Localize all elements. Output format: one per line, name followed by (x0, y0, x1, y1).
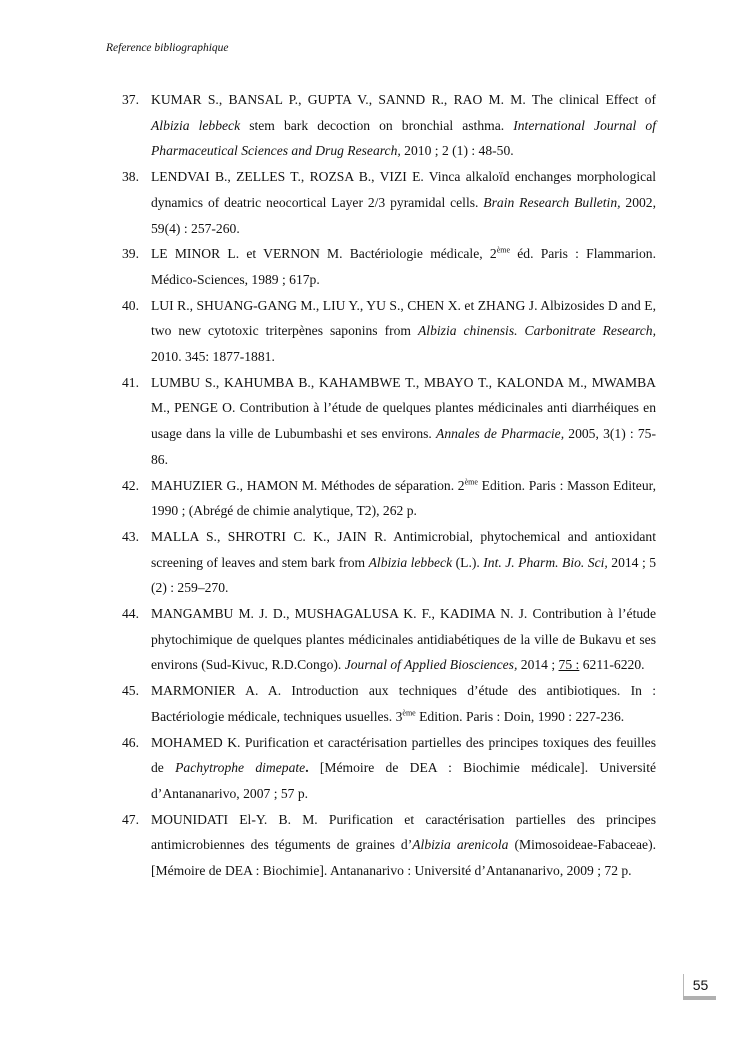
reference-item (122, 164, 656, 241)
reference-text: MARMONIER A. A. Introduction aux techniques d’étude des antibiotiques. In : Bactériologie médicale, techniques usuelles. 3ème Edition. Paris : Doin, 1990 : 227-236. (151, 683, 656, 724)
reference-item (122, 601, 656, 678)
reference-item (122, 370, 656, 473)
reference-text: LUMBU S., KAHUMBA B., KAHAMBWE T., MBAYO T., KALONDA M., MWAMBA M., PENGE O. Contribution à l’étude de quelques plantes médicinales anti diarrhéiques en usage dans la ville de Lubumbashi et ses environs. Annales de Pharmacie, 2005, 3(1) : 75-86. (151, 374, 657, 467)
reference-item (122, 241, 656, 292)
reference-text: MANGAMBU M. J. D., MUSHAGALUSA K. F., KADIMA N. J. Contribution à l’étude phytochimique de quelques plantes médicinales antidiabétiques de la ville de Bukavu et ses environs (Sud-Kivuc, R.D.Congo). Journal of Applied Biosciences, 2014 ; 75 : 6211-6220. (151, 606, 656, 673)
running-header: Reference bibliographique (106, 42, 229, 54)
reference-list (122, 87, 656, 884)
reference-text: MOHAMED K. Purification et caractérisation partielles des principes toxiques des feuilles de Pachytrophe dimepate. [Mémoire de DEA : Biochimie médicale]. Université d’Antananarivo, 2007 ; 57 p. (151, 734, 656, 801)
reference-text: MALLA S., SHROTRI C. K., JAIN R. Antimicrobial, phytochemical and antioxidant screening of leaves and stem bark from Albizia lebbeck (L.). Int. J. Pharm. Bio. Sci, 2014 ; 5 (2) : 259–270. (151, 528, 657, 596)
reference-text: LENDVAI B., ZELLES T., ROZSA B., VIZI E. Vinca alkaloïd enchanges morphological dynamics of deatric neocortical Layer 2/3 pyramidal cells. Brain Research Bulletin, 2002, 59(4) : 257-260. (151, 169, 656, 236)
reference-text: MAHUZIER G., HAMON M. Méthodes de séparation. 2ème Edition. Paris : Masson Editeur, 1990 ; (Abrégé de chimie analytique, T2), 262 p. (151, 477, 656, 519)
reference-number: 43. (122, 528, 139, 544)
reference-item (122, 524, 656, 601)
reference-text: LUI R., SHUANG-GANG M., LIU Y., YU S., CHEN X. et ZHANG J. Albizosides D and E, two new cytotoxic triterpènes saponins from Albizia chinensis. Carbonitrate Research, 2010. 345: 1877-1881. (151, 297, 656, 365)
reference-number: 44. (122, 606, 139, 622)
reference-number: 37. (122, 92, 139, 107)
reference-item (122, 730, 656, 807)
reference-text: KUMAR S., BANSAL P., GUPTA V., SANND R., RAO M. M. The clinical Effect of Albizia lebbeck stem bark decoction on bronchial asthma. International Journal of Pharmaceutical Sciences and Drug Research, 2010 ; 2 (1) : 48-50. (151, 92, 656, 159)
reference-number: 46. (122, 734, 139, 750)
reference-number: 47. (122, 811, 139, 827)
reference-item (122, 807, 656, 884)
reference-number: 39. (122, 246, 139, 262)
reference-text: LE MINOR L. et VERNON M. Bactériologie médicale, 2ème éd. Paris : Flammarion. Médico-Sciences, 1989 ; 617p. (151, 245, 656, 287)
reference-text: MOUNIDATI El-Y. B. M. Purification et caractérisation partielles des principes antimicrobiennes des téguments de graines d’Albizia arenicola (Mimosoideae-Fabaceae). [Mémoire de DEA : Biochimie]. Antananarivo : Université d’Antananarivo, 2009 ; 72 p. (151, 811, 657, 879)
page-number-underline (683, 996, 716, 1000)
reference-item (122, 87, 656, 164)
reference-number: 38. (122, 169, 139, 185)
page-number: 55 (683, 974, 717, 996)
reference-item (122, 293, 656, 370)
reference-item (122, 473, 656, 524)
reference-number: 45. (122, 683, 139, 699)
reference-item (122, 678, 656, 729)
reference-number: 42. (122, 477, 139, 493)
reference-number: 41. (122, 374, 139, 390)
reference-number: 40. (122, 297, 139, 313)
